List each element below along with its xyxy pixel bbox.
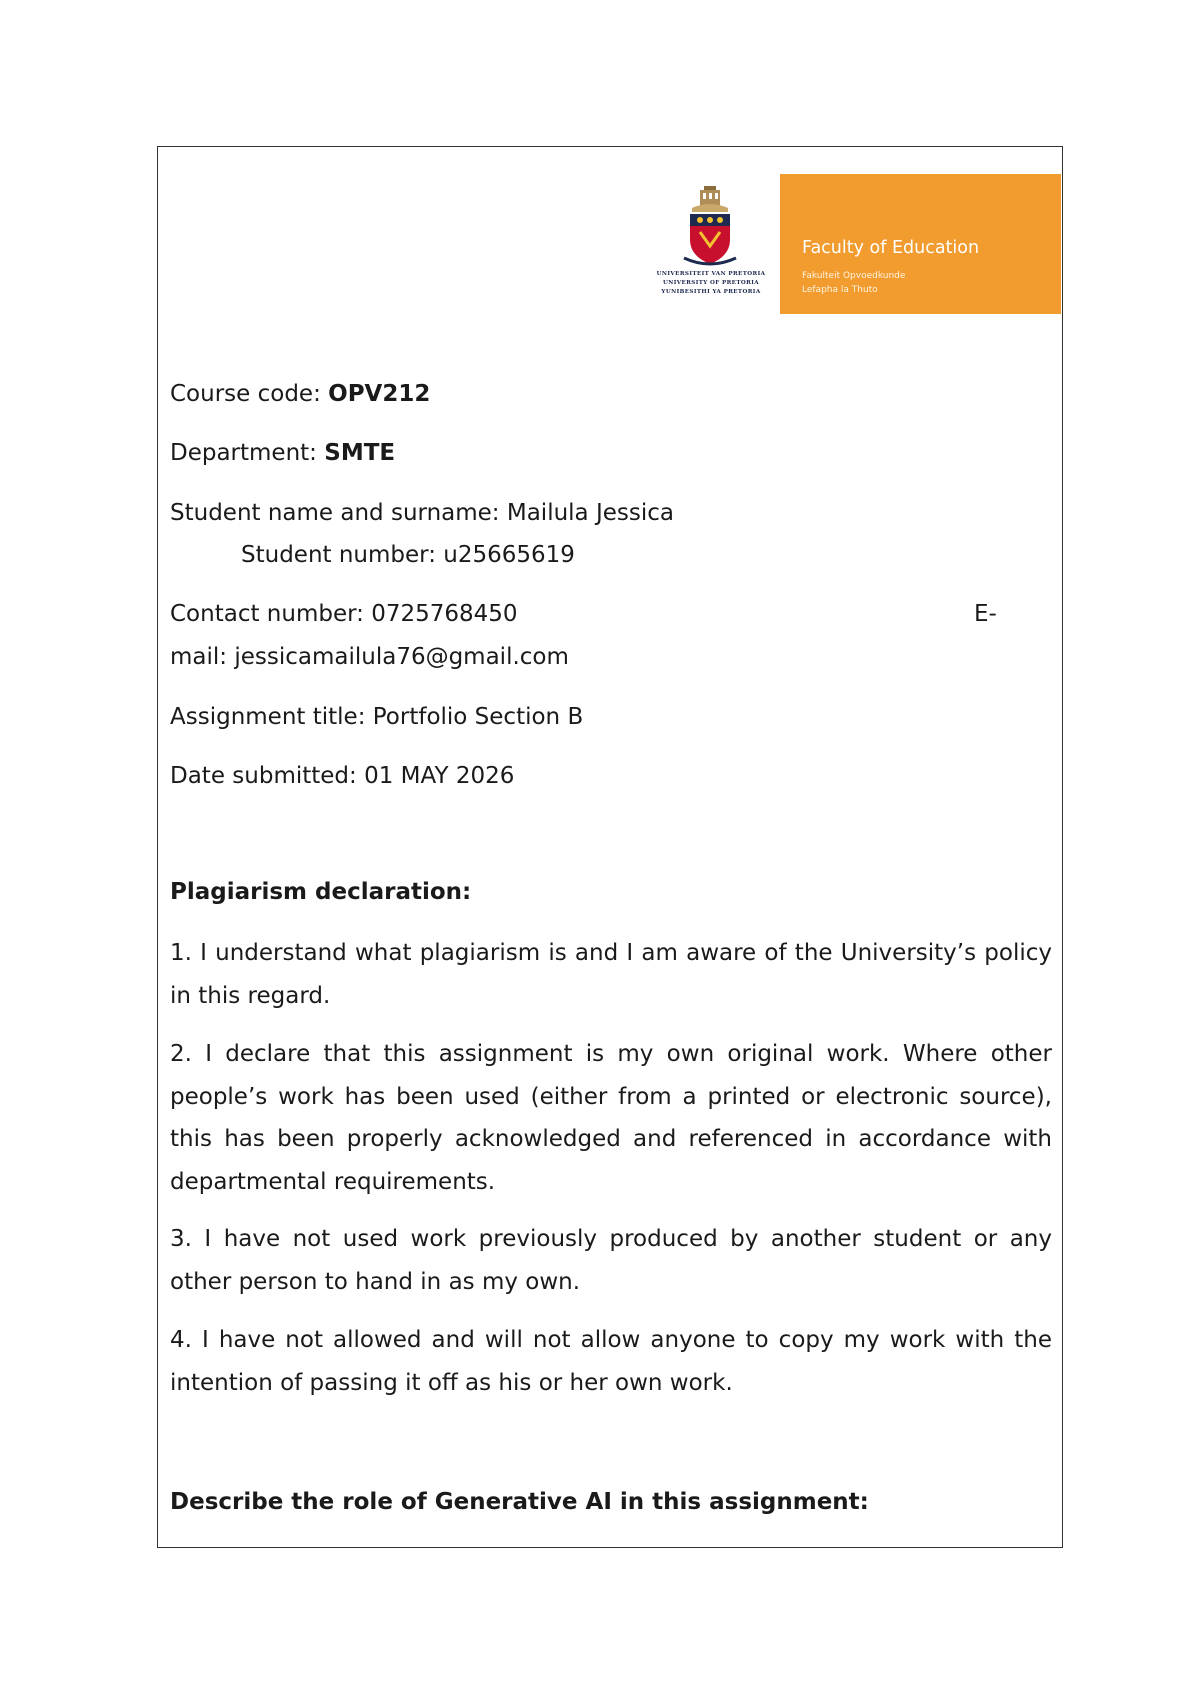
date-submitted-line: Date submitted: 01 MAY 2026 — [170, 763, 515, 789]
department-label: Department: — [170, 440, 325, 466]
email-line: mail: jessicamailula76@gmail.com — [170, 644, 569, 670]
course-code-label: Course code: — [170, 381, 329, 407]
university-name-lines — [648, 270, 774, 297]
faculty-logo — [640, 174, 1061, 314]
plagiarism-heading: Plagiarism declaration: — [170, 879, 472, 905]
faculty-subtitle-afrikaans: Fakulteit Opvoedkunde — [802, 271, 906, 281]
student-name-line: Student name and surname: Mailula Jessica — [170, 500, 674, 526]
declaration-item-2: 2. I declare that this assignment is my own original work. Where other people’s work has been used (either from a printed or electronic source), this has been properly acknowledged and referenced in accordance with departmental requirements. — [170, 1041, 1052, 1195]
assignment-title-line: Assignment title: Portfolio Section B — [170, 704, 584, 730]
course-code-line — [170, 380, 430, 408]
declaration-item-4: 4. I have not allowed and will not allow anyone to copy my work with the intention of passing it off as his or her own work. — [170, 1327, 1052, 1396]
course-code-value: OPV212 — [328, 381, 431, 407]
university-name-english: UNIVERSITY OF PRETORIA — [663, 280, 759, 286]
student-number-line: Student number: u25665619 — [241, 542, 575, 568]
contact-number-line: Contact number: 0725768450 — [170, 601, 518, 627]
university-name-sepedi: YUNIBESITHI YA PRETORIA — [661, 289, 761, 295]
email-prefix: E- — [974, 601, 997, 627]
declaration-item-1: 1. I understand what plagiarism is and I am aware of the University’s policy in this regard. — [170, 940, 1052, 1009]
faculty-orange-band — [780, 174, 1061, 314]
faculty-title: Faculty of Education — [802, 238, 980, 258]
declaration-item-3: 3. I have not used work previously produced by another student or any other person to hand in as my own. — [170, 1226, 1052, 1295]
department-line — [170, 439, 395, 467]
generative-ai-heading: Describe the role of Generative AI in this assignment: — [170, 1489, 869, 1515]
university-name-afrikaans: UNIVERSITEIT VAN PRETORIA — [656, 271, 766, 277]
university-crest-panel — [640, 174, 780, 314]
faculty-subtitle-sepedi: Lefapha la Thuto — [802, 285, 878, 295]
university-crest-icon — [676, 184, 744, 268]
department-value: SMTE — [324, 440, 396, 466]
